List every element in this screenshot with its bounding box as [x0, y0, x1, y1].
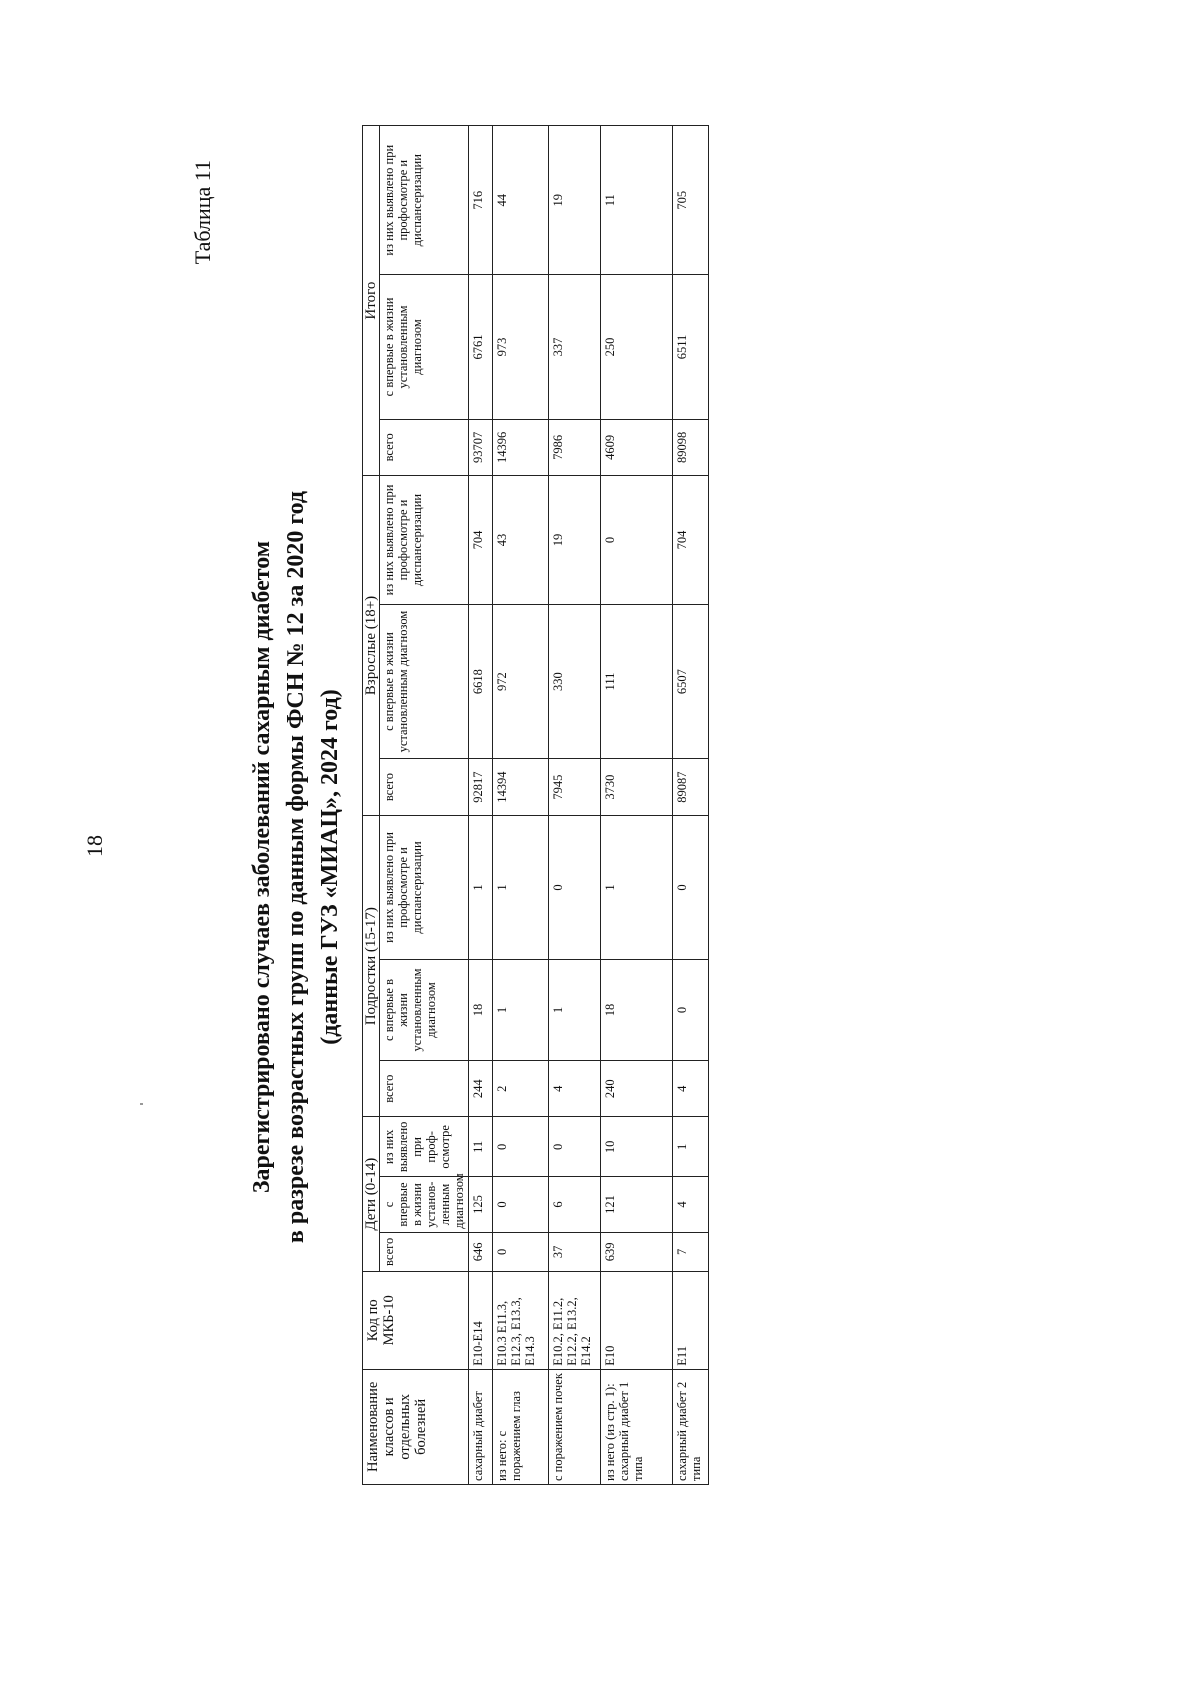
table-cell: 1 — [493, 815, 549, 959]
subheader-cell: из них выявлено при проф-осмотре — [380, 1117, 469, 1177]
table-row — [673, 126, 709, 1485]
subheader-cell: из них выявлено при профосмотре и диспансеризации — [380, 815, 469, 959]
table-cell: 111 — [601, 604, 673, 758]
table-cell: 92817 — [469, 759, 493, 816]
subheader-cell: с впервые в жизни установленным диагнозом — [380, 960, 469, 1061]
table-cell: 10 — [601, 1117, 673, 1177]
table-cell: 19 — [549, 126, 601, 275]
table-cell: 330 — [549, 604, 601, 758]
table-cell: 716 — [469, 126, 493, 275]
group-adults: Взрослые (18+) — [363, 476, 380, 816]
table-cell: 704 — [673, 476, 709, 605]
subheader-cell: с впервые в жизни установленным диагнозом — [380, 275, 469, 419]
table-cell: 0 — [493, 1117, 549, 1177]
table-cell: 639 — [601, 1232, 673, 1271]
table-cell: 43 — [493, 476, 549, 605]
table-cell: 3730 — [601, 759, 673, 816]
table-cell: 4 — [549, 1060, 601, 1117]
table-cell: 1 — [601, 815, 673, 959]
table-cell: 0 — [549, 815, 601, 959]
table-cell: 125 — [469, 1177, 493, 1233]
table-cell: 2 — [493, 1060, 549, 1117]
table-cell: 6618 — [469, 604, 493, 758]
table-cell: 89098 — [673, 419, 709, 476]
table-cell: 11 — [469, 1117, 493, 1177]
table-cell: 7986 — [549, 419, 601, 476]
table-cell: 1 — [493, 960, 549, 1061]
table-cell: 6511 — [673, 275, 709, 419]
row-name: с поражением почек — [549, 1369, 601, 1484]
table-cell: 972 — [493, 604, 549, 758]
table-cell: 6 — [549, 1177, 601, 1233]
table-cell: 7 — [673, 1232, 709, 1271]
subheader-cell: всего — [380, 1232, 469, 1271]
table-cell: 89087 — [673, 759, 709, 816]
table-cell: 1 — [549, 960, 601, 1061]
group-total: Итого — [363, 126, 380, 476]
table-cell: 7945 — [549, 759, 601, 816]
table-row — [601, 126, 673, 1485]
table-cell: 0 — [493, 1232, 549, 1271]
table-cell: 6507 — [673, 604, 709, 758]
table-cell: 0 — [493, 1177, 549, 1233]
table-cell: 973 — [493, 275, 549, 419]
table-cell: 1 — [673, 1117, 709, 1177]
table-cell: 14394 — [493, 759, 549, 816]
subheader-cell: всего — [380, 1060, 469, 1117]
subheader-cell: из них выявлено при профосмотре и диспансеризации — [380, 476, 469, 605]
table-cell: 121 — [601, 1177, 673, 1233]
diabetes-cases-table — [362, 125, 709, 1485]
table-cell: 19 — [549, 476, 601, 605]
table-cell: 646 — [469, 1232, 493, 1271]
table-cell: 4609 — [601, 419, 673, 476]
table-row — [493, 126, 549, 1485]
header-code: Код по МКБ-10 — [363, 1271, 469, 1369]
subheader-cell: всего — [380, 759, 469, 816]
row-name: сахарный диабет 2 типа — [673, 1369, 709, 1484]
row-name: сахарный диабет — [469, 1369, 493, 1484]
page-number: 18 — [82, 835, 107, 857]
table-cell: 1 — [469, 815, 493, 959]
table-cell: 14396 — [493, 419, 549, 476]
row-code: E10.2, E11.2, E12.2, E13.2, E14.2 — [549, 1271, 601, 1369]
row-name: из него: с поражением глаз — [493, 1369, 549, 1484]
title-line-3: (данные ГУЗ «МИАЦ», 2024 год) — [317, 689, 343, 1045]
table-row — [469, 126, 493, 1485]
table-cell: 93707 — [469, 419, 493, 476]
row-code: E10 — [601, 1271, 673, 1369]
header-row-groups — [363, 126, 380, 1485]
table-cell: 244 — [469, 1060, 493, 1117]
group-children: Дети (0-14) — [363, 1117, 380, 1271]
table-cell: 0 — [673, 960, 709, 1061]
table-cell: 240 — [601, 1060, 673, 1117]
table-cell: 44 — [493, 126, 549, 275]
table-title — [245, 417, 347, 1317]
table-cell: 18 — [601, 960, 673, 1061]
table-row — [549, 126, 601, 1485]
header-name: Наименование классов и отдельных болезней — [363, 1369, 469, 1484]
row-name: из него (из стр. 1): сахарный диабет 1 типа — [601, 1369, 673, 1484]
subheader-cell: всего — [380, 419, 469, 476]
table-cell: 11 — [601, 126, 673, 275]
table-cell: 337 — [549, 275, 601, 419]
scan-speck — [140, 1103, 143, 1105]
group-teens: Подростки (15-17) — [363, 815, 380, 1117]
table-cell: 250 — [601, 275, 673, 419]
subheader-cell: с впервые в жизни установ-ленным диагнозом — [380, 1177, 469, 1233]
row-code: E11 — [673, 1271, 709, 1369]
table-cell: 0 — [673, 815, 709, 959]
row-code: E10-E14 — [469, 1271, 493, 1369]
table-cell: 4 — [673, 1177, 709, 1233]
row-code: E10.3 E11.3, E12.3, E13.3, E14.3 — [493, 1271, 549, 1369]
table-cell: 18 — [469, 960, 493, 1061]
table-cell: 37 — [549, 1232, 601, 1271]
title-line-1: Зарегистрировано случаев заболеваний сахарным диабетом — [249, 540, 275, 1194]
table-cell: 705 — [673, 126, 709, 275]
title-line-2: в разрезе возрастных групп по данным формы ФСН № 12 за 2020 год — [283, 490, 309, 1244]
table-cell: 0 — [549, 1117, 601, 1177]
table-label: Таблица 11 — [190, 160, 215, 265]
table-cell: 6761 — [469, 275, 493, 419]
subheader-cell: с впервые в жизни установленным диагнозом — [380, 604, 469, 758]
table-cell: 0 — [601, 476, 673, 605]
table-cell: 4 — [673, 1060, 709, 1117]
table-cell: 704 — [469, 476, 493, 605]
subheader-cell: из них выявлено при профосмотре и диспансеризации — [380, 126, 469, 275]
